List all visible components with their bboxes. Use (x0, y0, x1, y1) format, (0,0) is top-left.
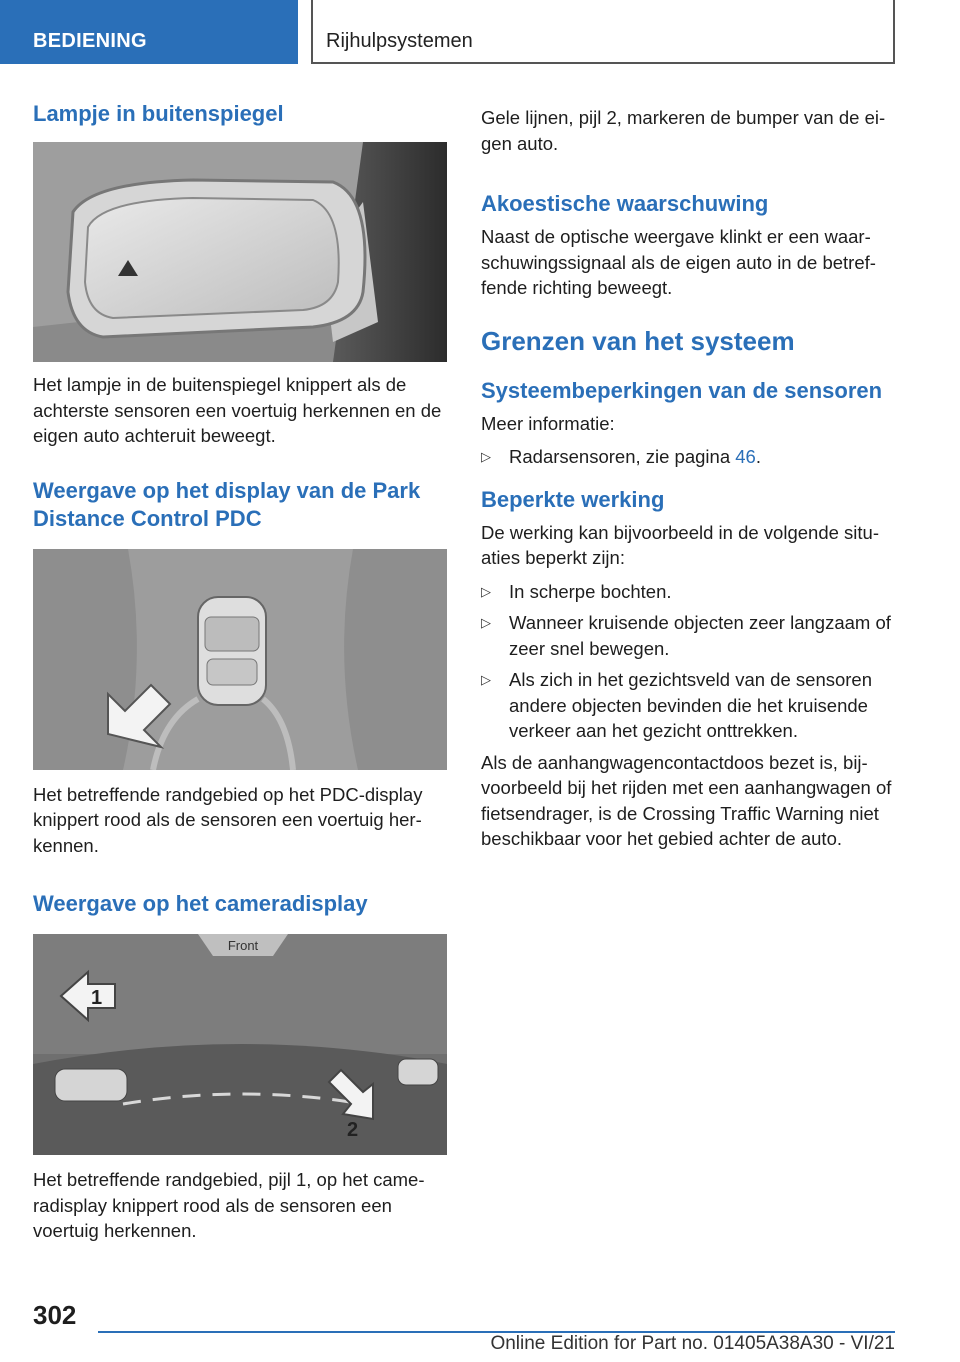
limited-function-list (481, 579, 895, 744)
pdc-description: Het betreffende randgebied op het PDC-display knippert rood als de sensoren een voertuig her-kennen. (33, 783, 423, 856)
heading-limited-function: Beperkte werking (481, 486, 665, 512)
radar-text: Radarsensoren, zie pagina (509, 446, 736, 467)
list-item (481, 444, 895, 470)
front-label: Front (227, 938, 259, 953)
heading-acoustic: Akoestische waarschuwing (481, 191, 769, 216)
trailer-text: Als de aanhangwagencontactdoos bezet is, bij-voorbeeld bij het rijden met een aanhangwagen of fietsendrager, is de Crossing Traffic Warning niet beschikbaar voor het gebied achter de auto. (481, 751, 892, 849)
bullet-text: Wanneer kruisende objecten zeer langzaam of zeer snel bewegen. (509, 612, 891, 659)
heading-mirror-lamp: Lampje in buitenspiegel (33, 101, 284, 126)
camera-display-illustration (33, 934, 447, 1155)
acoustic-text: Naast de optische weergave klinkt er een waar-schuwingssignaal als de eigen auto in de betref-fende richting beweegt. (481, 226, 876, 298)
chapter-title: Rijhulpsystemen (311, 0, 895, 64)
limited-function-text: De werking kan bijvoorbeeld in de volgende situ-aties beperkt zijn: (481, 521, 879, 568)
bullet-triangle-icon: ▷ (481, 615, 491, 630)
page-link-46[interactable]: 46 (735, 446, 756, 467)
pdc-display-illustration (33, 549, 447, 770)
bullet-triangle-icon: ▷ (481, 583, 491, 599)
heading-camera-display: Weergave op het cameradisplay (33, 891, 368, 916)
bullet-triangle-icon: ▷ (481, 672, 491, 687)
bullet-triangle-icon: ▷ (481, 449, 491, 464)
more-info-text: Meer informatie: (481, 412, 615, 434)
camera-description: Het betreffende randgebied, pijl 1, op het came-radisplay knippert rood als de sensoren een voertuig herkennen. (33, 1169, 425, 1241)
list-item (481, 667, 895, 744)
section-tab[interactable]: BEDIENING (0, 0, 298, 64)
car-right-icon (398, 1059, 438, 1085)
sensor-info-list (481, 444, 895, 470)
mirror-illustration (33, 142, 447, 362)
car-left-icon (55, 1069, 127, 1101)
heading-pdc-display: Weergave op het display van de Park Distance Control PDC (33, 477, 421, 531)
list-item (481, 610, 895, 661)
page-number: 302 (33, 1300, 77, 1330)
bullet-text: In scherpe bochten. (509, 580, 672, 602)
right-column (481, 105, 895, 852)
arrow-1-label: 1 (91, 987, 103, 1009)
list-item (481, 579, 895, 605)
footer-edition: Online Edition for Part no. 01405A38A30 - VI/21 (490, 1333, 895, 1354)
yellow-lines-text: Gele lijnen, pijl 2, markeren de bumper van de ei-gen auto. (481, 107, 886, 154)
left-column (33, 100, 447, 1244)
bullet-text: Als zich in het gezichtsveld van de sensoren andere objecten bevinden die het kruisende verkeer aan het gezicht onttrekken. (509, 669, 873, 741)
heading-system-limits: Grenzen van het systeem (481, 325, 795, 356)
arrow-2-label: 2 (347, 1119, 359, 1141)
heading-sensor-limits: Systeembeperkingen van de sensoren (481, 377, 883, 403)
mirror-description: Het lampje in de buitenspiegel knippert als de achterste sensoren een voertuig herkennen en de eigen auto achteruit beweegt. (33, 374, 442, 446)
radar-end: . (755, 446, 761, 467)
